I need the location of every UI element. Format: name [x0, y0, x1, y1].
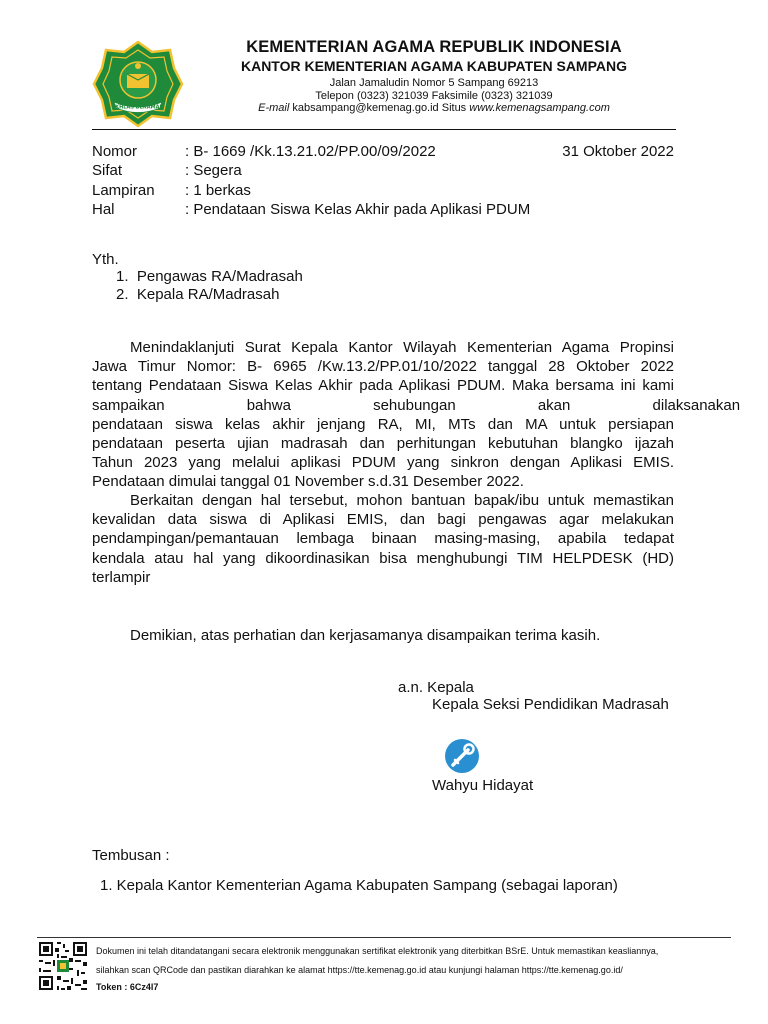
body-line: tentang Pendataan Siswa Kelas Akhir pada Aplikasi PDUM. Maka bersama ini kami [92, 377, 674, 395]
sifat-label: Sifat [92, 162, 123, 179]
header-divider [92, 129, 676, 130]
footer-divider [37, 937, 731, 938]
signature-an: a.n. Kepala [398, 679, 474, 696]
office-email-line [190, 102, 678, 115]
body-line: Jawa Timur Nomor: B- 6965 /Kw.13.2/PP.01/10/2022 tanggal 28 Oktober 2022 [92, 358, 674, 376]
body-paragraph-2 [92, 491, 674, 587]
logo-motto: IKHLAS BERAMAL [113, 104, 163, 111]
body-line: Pendataan dimulai tanggal 01 November s.d.31 Desember 2022. [92, 473, 524, 491]
lampiran-label: Lampiran [92, 182, 155, 199]
body-line: terlampir [92, 568, 151, 586]
greeting: Yth. [92, 251, 119, 268]
footer-notice-line-2: silahkan scan QRCode dan pastikan diarahkan ke alamat https://tte.kemenag.go.id atau kunjungi halaman https://tte.kemenag.go.id/ [96, 965, 623, 975]
footer-notice-line-1: Dokumen ini telah ditandatangani secara elektronik menggunakan sertifikat elektronik yang diterbitkan BSrE. Untuk memastikan keasliannya, [96, 946, 659, 956]
letter-date: 31 Oktober 2022 [562, 143, 674, 160]
body-line: kevalidan data siswa di Aplikasi EMIS, dan bagi pengawas agar melakukan [92, 511, 674, 529]
body-line: pendataan peserta ujian madrasah dan perhitungan kebutuhan blangko ijazah [92, 435, 674, 453]
hal-label: Hal [92, 201, 115, 218]
recipient-item: 1. Pengawas RA/Madrasah [116, 268, 303, 285]
cc-item: 1. Kepala Kantor Kementerian Agama Kabupaten Sampang (sebagai laporan) [100, 877, 618, 894]
closing-sentence: Demikian, atas perhatian dan kerjasamanya disampaikan terima kasih. [130, 627, 601, 644]
body-line: kendala atau hal yang dikoordinasikan bisa menghubungi TIM HELPDESK (HD) [92, 549, 674, 567]
cc-label: Tembusan : [92, 847, 170, 864]
office-contact [190, 77, 678, 115]
e-signature-icon [444, 738, 480, 774]
body-line: Berkaitan dengan hal tersebut, mohon bantuan bapak/ibu untuk memastikan [130, 492, 674, 509]
nomor-value: : B- 1669 /Kk.13.21.02/PP.00/09/2022 [185, 143, 436, 160]
body-line: pendampingan/pemantauan lembaga binaan masing-masing, apabila tedapat [92, 530, 674, 548]
email-label: E-mail [258, 102, 290, 114]
lampiran-value: : 1 berkas [185, 182, 251, 199]
body-line: sampaikan bahwa sehubungan akan dilaksanakan [92, 396, 741, 414]
office-title: KANTOR KEMENTERIAN AGAMA KABUPATEN SAMPANG [240, 58, 628, 74]
qr-code-icon[interactable] [37, 940, 89, 992]
office-address: Jalan Jamaludin Nomor 5 Sampang 69213 [329, 77, 539, 89]
email-value: kabsampang@kemenag.go.id Situs [292, 102, 470, 114]
office-phone: Telepon (0323) 321039 Faksimile (0323) 321039 [315, 89, 553, 102]
signer-name: Wahyu Hidayat [432, 777, 534, 794]
signature-position: Kepala Seksi Pendidikan Madrasah [432, 696, 669, 713]
recipient-label: Pengawas RA/Madrasah [136, 268, 303, 285]
body-paragraph-1 [92, 338, 741, 492]
recipient-label: Kepala RA/Madrasah [136, 286, 280, 303]
nomor-label: Nomor [92, 143, 138, 160]
sifat-value: : Segera [185, 162, 242, 179]
kemenag-logo [92, 40, 184, 128]
footer-token: Token : 6Cz4l7 [96, 982, 159, 992]
recipient-item: 2. Kepala RA/Madrasah [116, 286, 280, 303]
ministry-title: KEMENTERIAN AGAMA REPUBLIK INDONESIA [246, 38, 622, 56]
website-link[interactable]: www.kemenagsampang.com [469, 102, 610, 114]
body-line: Tahun 2023 yang melalui aplikasi PDUM yang sinkron dengan Aplikasi EMIS. [92, 454, 674, 472]
body-line: Menindaklanjuti Surat Kepala Kantor Wilayah Kementerian Agama Propinsi [130, 339, 674, 356]
body-line: pendataan siswa kelas akhir jenjang RA, MI, MTs dan MA untuk persiapan [92, 415, 674, 433]
hal-value: : Pendataan Siswa Kelas Akhir pada Aplikasi PDUM [185, 201, 531, 218]
